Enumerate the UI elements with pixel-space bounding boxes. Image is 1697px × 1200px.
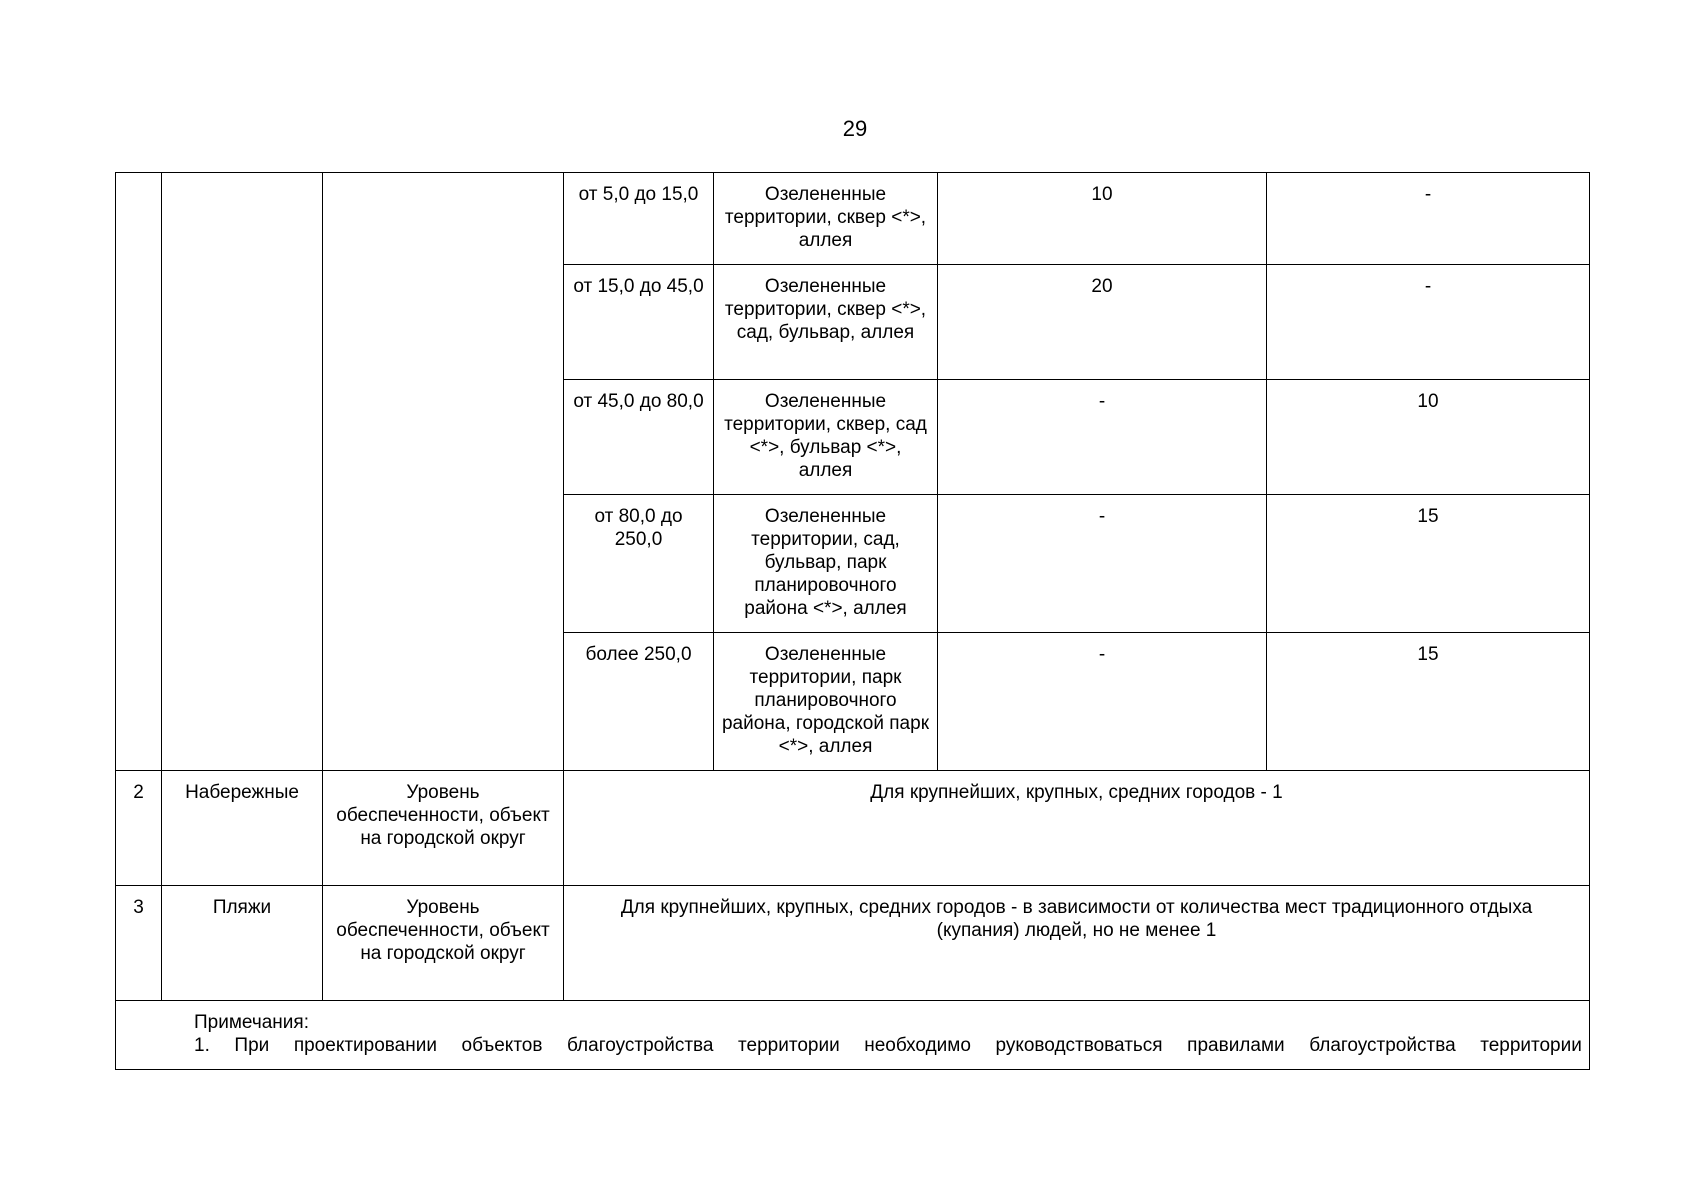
norms-table: [115, 172, 1590, 1070]
types-cell: Озелененные территории, сквер <*>, аллея: [714, 173, 938, 265]
value-a-cell: 10: [938, 173, 1267, 265]
range-cell: от 80,0 до 250,0: [564, 495, 714, 633]
name-cell: Пляжи: [162, 886, 323, 1001]
indicator-cell: Уровень обеспеченности, объект на городской округ: [323, 771, 564, 886]
value-b-cell: 15: [1267, 495, 1590, 633]
num-cell-continued: [116, 173, 162, 771]
value-a-cell: -: [938, 380, 1267, 495]
range-cell: от 5,0 до 15,0: [564, 173, 714, 265]
range-cell: от 45,0 до 80,0: [564, 380, 714, 495]
value-b-cell: -: [1267, 173, 1590, 265]
name-cell-continued: [162, 173, 323, 771]
table-row: [116, 771, 1590, 886]
value-b-cell: 15: [1267, 633, 1590, 771]
value-a-cell: -: [938, 633, 1267, 771]
notes-row: [116, 1001, 1590, 1070]
indicator-cell-continued: [323, 173, 564, 771]
types-cell: Озелененные территории, сквер <*>, сад, бульвар, аллея: [714, 265, 938, 380]
indicator-cell: Уровень обеспеченности, объект на городской округ: [323, 886, 564, 1001]
types-cell: Озелененные территории, парк планировочного района, городской парк <*>, аллея: [714, 633, 938, 771]
page-number: 29: [842, 116, 868, 141]
range-cell: от 15,0 до 45,0: [564, 265, 714, 380]
value-b-cell: 10: [1267, 380, 1590, 495]
types-cell: Озелененные территории, сквер, сад <*>, бульвар <*>, аллея: [714, 380, 938, 495]
name-cell: Набережные: [162, 771, 323, 886]
num-cell: 3: [116, 886, 162, 1001]
num-cell: 2: [116, 771, 162, 886]
table-row: [116, 886, 1590, 1001]
range-cell: более 250,0: [564, 633, 714, 771]
note-item-1: 1. При проектировании объектов благоустройства территории необходимо руководствоваться правилами благоустройства территории: [194, 1035, 1582, 1056]
table-row: [116, 173, 1590, 265]
norm-value-cell: Для крупнейших, крупных, средних городов - в зависимости от количества мест традиционного отдыха (купания) людей, но не менее 1: [564, 886, 1590, 1001]
value-b-cell: -: [1267, 265, 1590, 380]
value-a-cell: 20: [938, 265, 1267, 380]
value-a-cell: -: [938, 495, 1267, 633]
notes-cell: [116, 1001, 1590, 1070]
notes-heading: Примечания:: [194, 1012, 309, 1033]
types-cell: Озелененные территории, сад, бульвар, парк планировочного района <*>, аллея: [714, 495, 938, 633]
norm-value-cell: Для крупнейших, крупных, средних городов - 1: [564, 771, 1590, 886]
